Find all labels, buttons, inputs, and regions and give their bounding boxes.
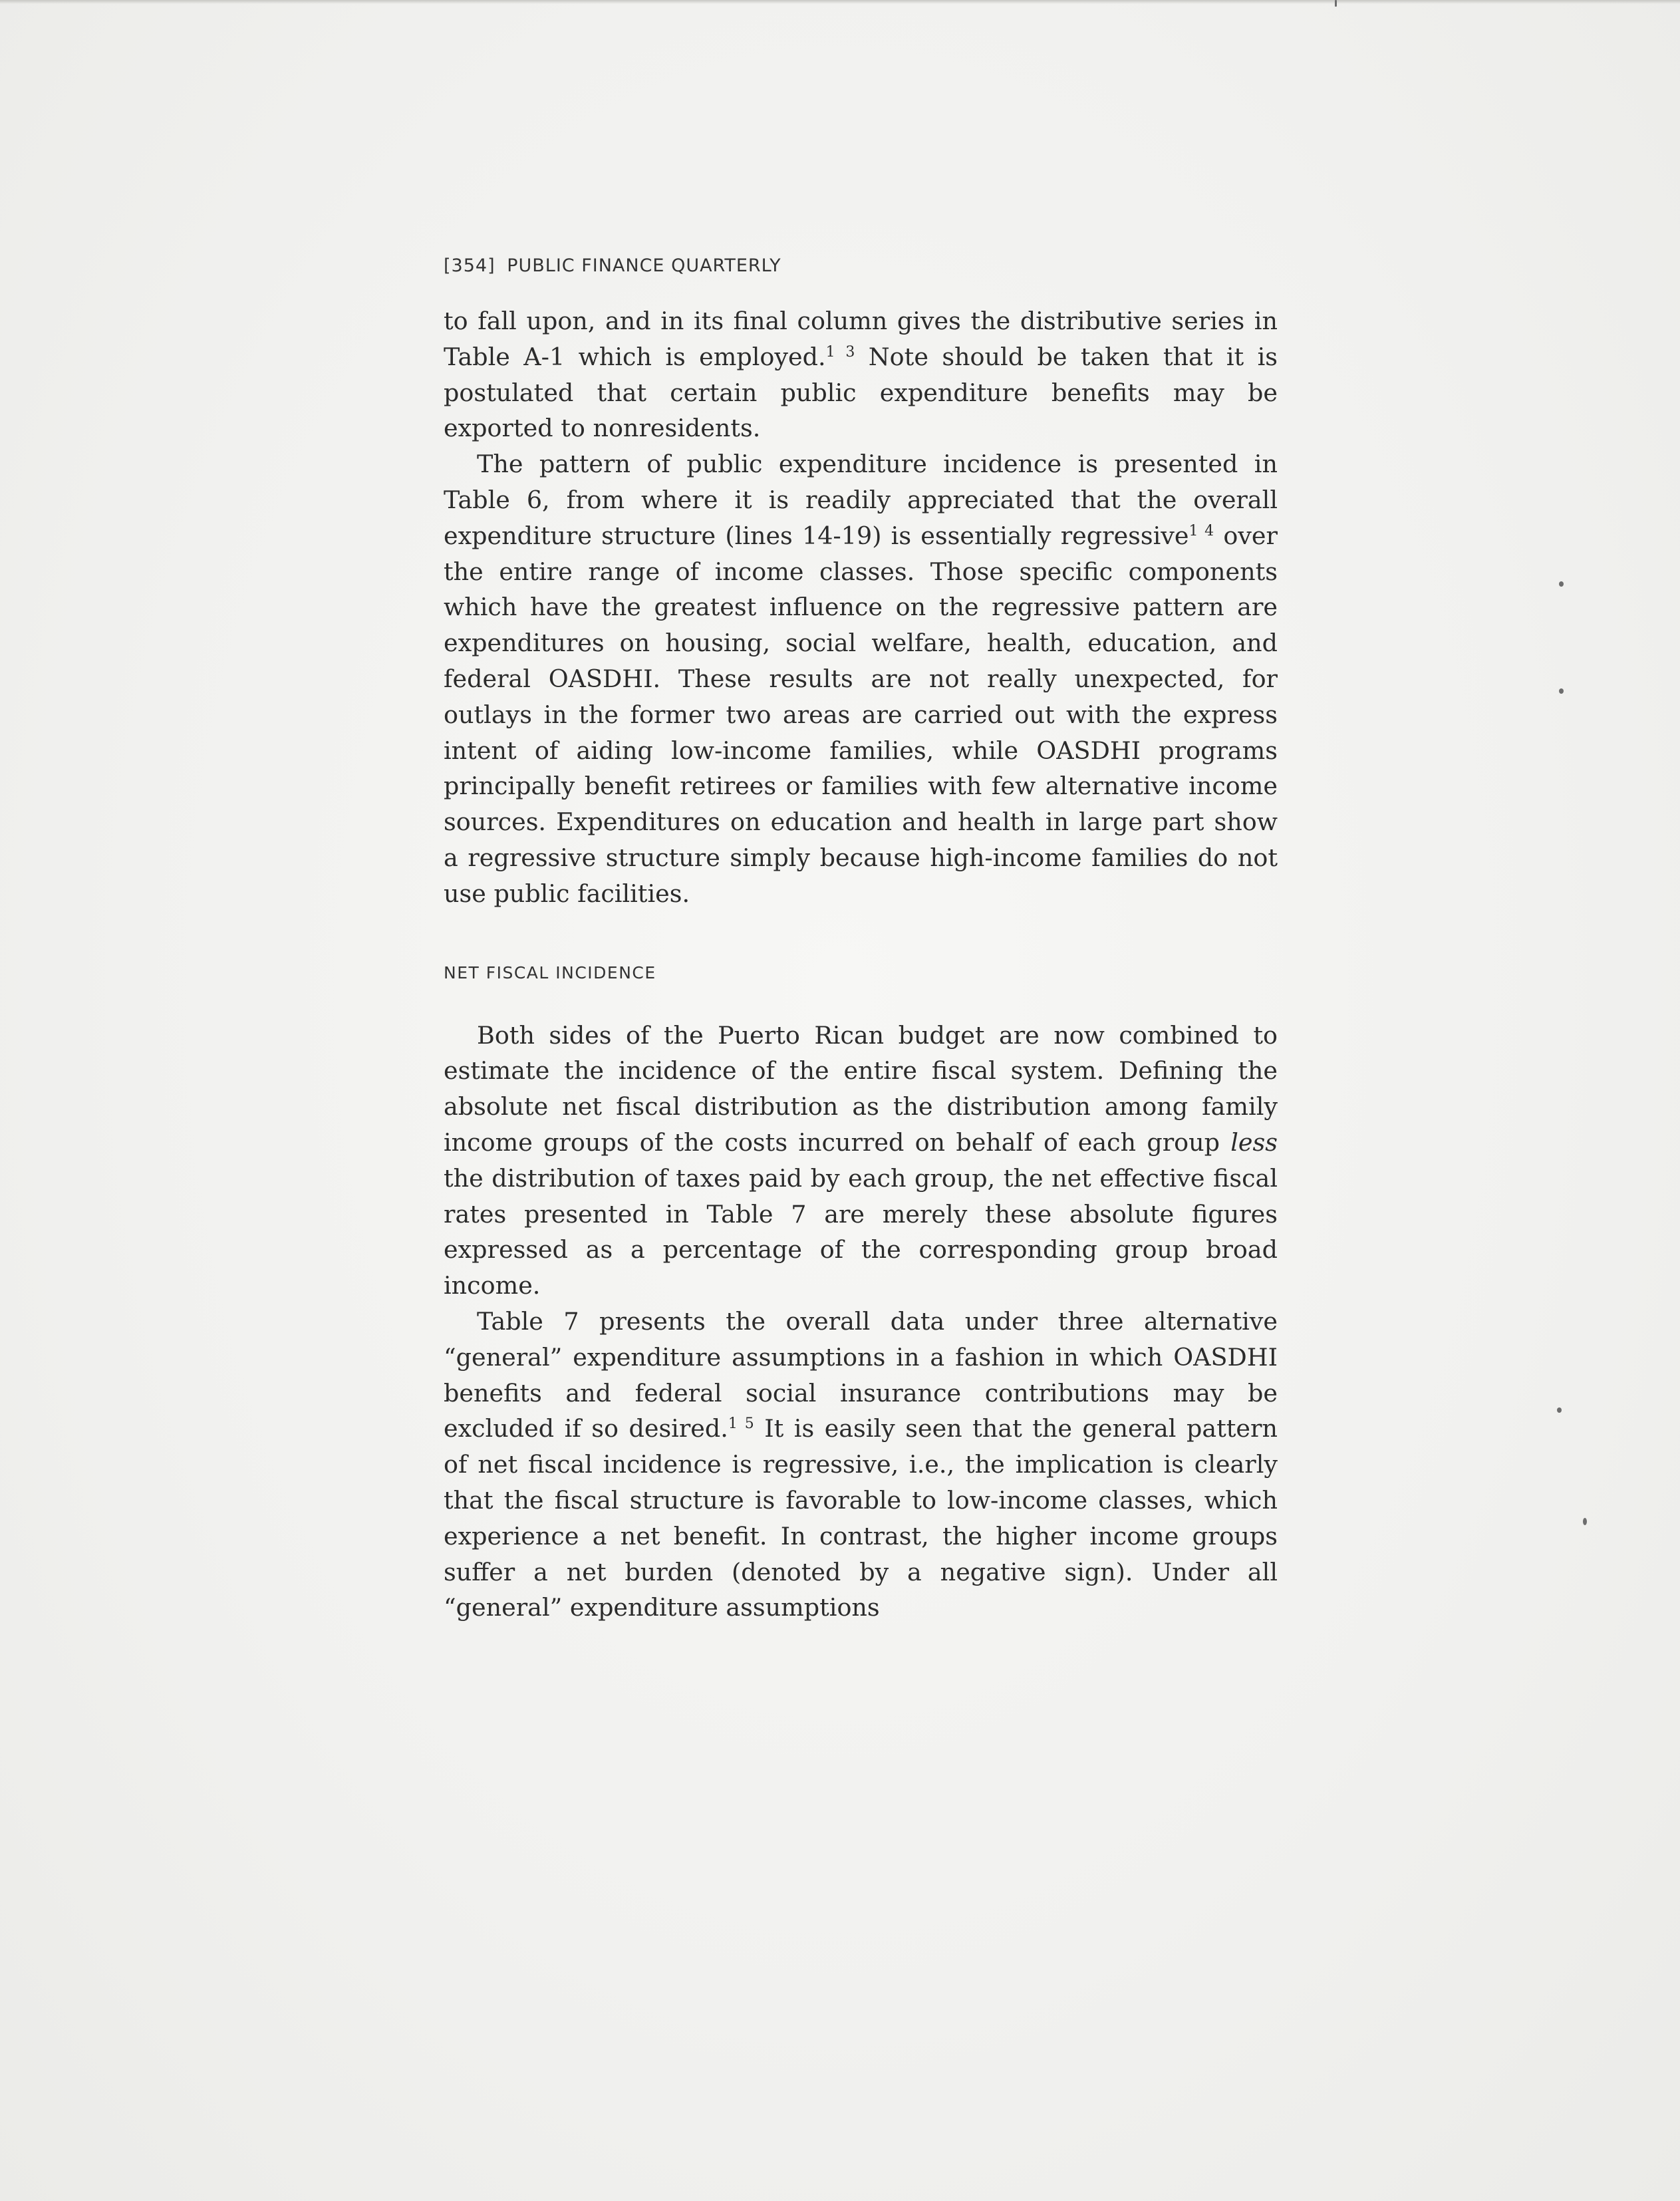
paragraph-text: to fall upon, and in its final column gives the distributive series in Table A-1 which is employed. [444,307,1278,371]
section-heading: NET FISCAL INCIDENCE [444,962,656,982]
scan-speck [1557,1407,1562,1413]
paragraph-text: Table 7 presents the overall data under three alternative “general” expenditure assumptions in a fashion in which OASDHI benefits and federal social insurance contributions may be excluded if so desired. [444,1306,1278,1443]
paragraph-text: Both sides of the Puerto Rican budget are now combined to estimate the incidence of the entire fiscal system. Defining the absolute net fiscal distribution as the distribution among family income groups of the costs incurred on behalf of each group [444,1020,1278,1157]
footnote-ref: 1 4 [1189,522,1214,539]
page-folio: [354] [444,255,495,276]
journal-title: PUBLIC FINANCE QUARTERLY [507,255,781,276]
paragraph-text: over the entire range of income classes. Those specific components which have the greatest influence on the regressive pattern are expenditures on housing, social welfare, health, education, and federal OASDHI. These results are not really unexpected, for outlays in the former two areas are carried out with the express intent of aiding low-income families, while OASDHI programs principally benefit retirees or families with few alternative income sources. Expenditures on education and health in large part show a regressive structure simply because high-income families do not use public facilities. [444,521,1278,908]
paragraph-text: The pattern of public expenditure incidence is presented in Table 6, from where it is readily appreciated that the overall expenditure structure (lines 14-19) is essentially regressive [444,450,1278,550]
page-top-edge [0,0,1680,4]
scan-speck [1559,581,1564,587]
paragraph-text: It is easily seen that the general pattern of net fiscal incidence is regressive, i.e., the implication is clearly that the fiscal structure is favorable to low-income classes, which experience a net benefit. In contrast, the higher income groups suffer a net burden (denoted by a negative sign). Under all “general” expenditure assumptions [444,1414,1278,1622]
scan-speck [1583,1518,1587,1525]
emphasis-text: less [1230,1127,1278,1157]
paragraph-budget-combined [444,1018,1278,1304]
running-head [444,253,1278,279]
paragraph-text: Note should be taken that it is postulated that certain public expenditure benefits may be exported to nonresidents. [444,342,1278,443]
paragraph-expenditure-pattern [444,446,1278,911]
footnote-ref: 1 5 [728,1415,754,1433]
page-content [444,253,1278,1626]
footnote-ref: 1 3 [825,343,855,361]
scan-speck [1335,0,1337,7]
paragraph-continuation [444,303,1278,446]
paragraph-text: the distribution of taxes paid by each group, the net effective fiscal rates presented in Table 7 are merely these absolute figures expressed as a percentage of the corresponding group broad income. [444,1163,1278,1300]
scan-speck [1559,688,1564,694]
paragraph-table-7 [444,1304,1278,1626]
